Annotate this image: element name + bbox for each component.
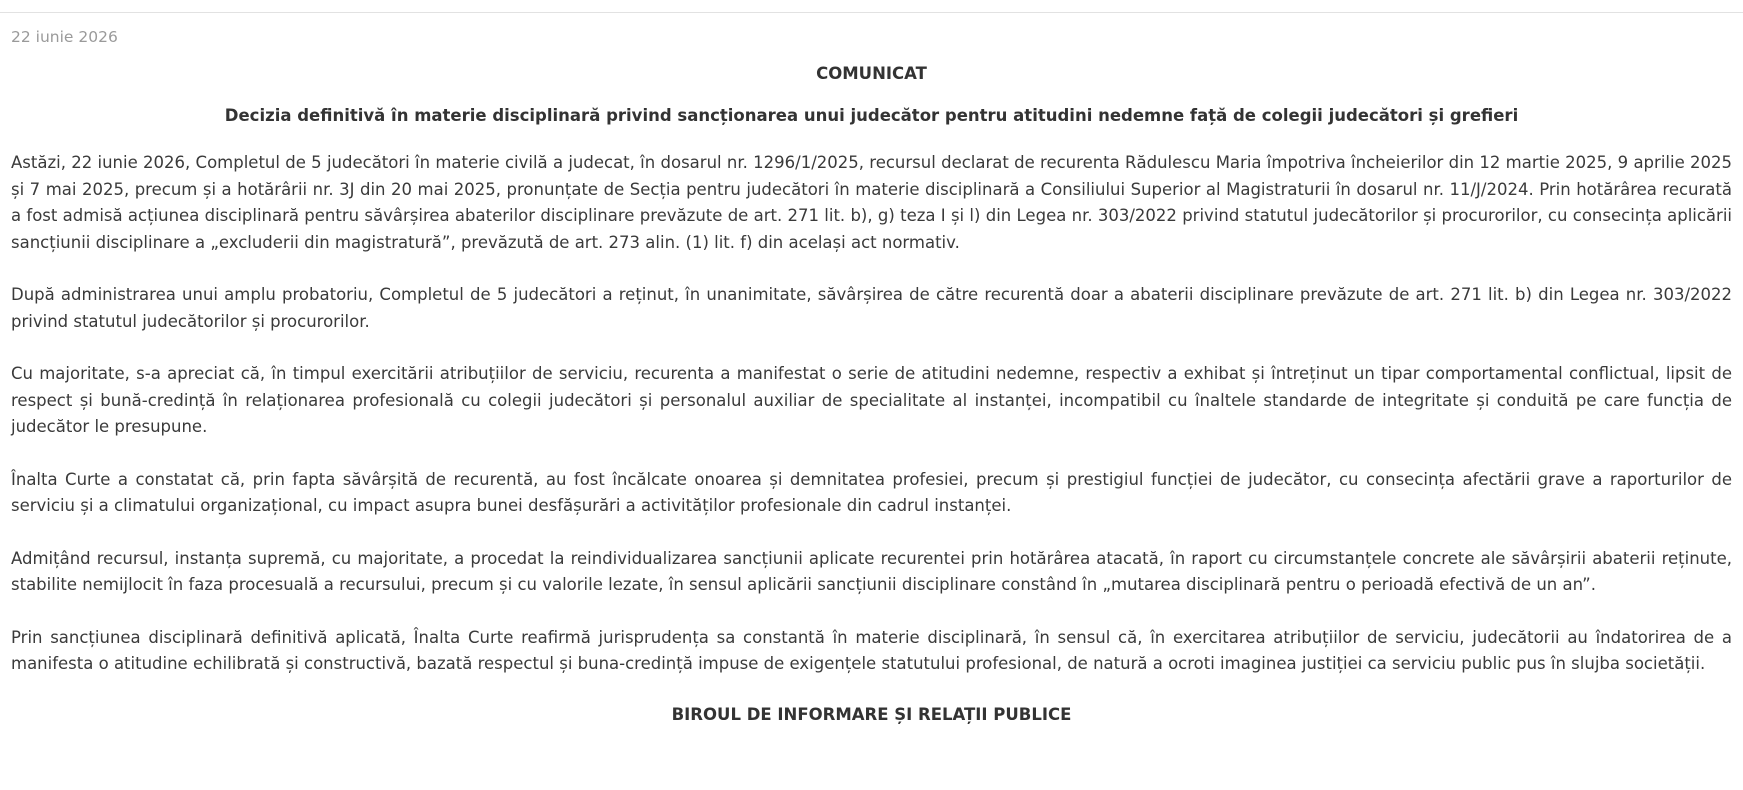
press-release: [0, 27, 1743, 726]
document-subtitle: Decizia definitivă în materie disciplinară privind sancționarea unui judecător pentru atitudini nedemne față de colegii judecători și grefieri: [224, 106, 1519, 125]
document-title: COMUNICAT: [816, 64, 927, 83]
publish-date: 22 iunie 2026: [11, 28, 118, 46]
paragraph-3: Cu majoritate, s-a apreciat că, în timpul exercitării atribuțiilor de serviciu, recurenta a manifestat o serie de atitudini nedemne, respectiv a exhibat și întreținut un tipar comportamental conflictual, lipsit de respect și bună-credință în relaționarea profesională cu colegii judecători și personalul auxiliar de specialitate al instanței, incompatibil cu înaltele standarde de integritate și conduită pe care funcția de judecător le presupune.: [11, 364, 1732, 436]
paragraph-2: După administrarea unui amplu probatoriu, Completul de 5 judecători a reținut, în unanimitate, săvârșirea de către recurentă doar a abaterii disciplinare prevăzute de art. 271 lit. b) din Legea nr. 303/2022 privind statutul judecătorilor și procurorilor.: [11, 285, 1732, 331]
paragraph-1: Astăzi, 22 iunie 2026, Completul de 5 judecători în materie civilă a judecat, în dosarul nr. 1296/1/2025, recursul declarat de recurenta Rădulescu Maria împotriva încheierilor din 12 martie 2025, 9 aprilie 2025 și 7 mai 2025, precum și a hotărârii nr. 3J din 20 mai 2025, pronunțate de Secția pentru judecători în materie disciplinară a Consiliului Superior al Magistraturii în dosarul nr. 11/J/2024. Prin hotărârea recurată a fost admisă acțiunea disciplinară pentru săvârșirea abaterilor disciplinare prevăzute de art. 271 lit. b), g) teza I și l) din Legea nr. 303/2022 privind statutul judecătorilor și procurorilor, cu consecința aplicării sancțiunii disciplinare a „excluderii din magistratură”, prevăzută de art. 273 alin. (1) lit. f) din același act normativ.: [11, 153, 1732, 252]
paragraph-6: Prin sancțiunea disciplinară definitivă aplicată, Înalta Curte reafirmă jurisprudența sa constantă în materie disciplinară, în sensul că, în exercitarea atribuțiilor de serviciu, judecătorii au îndatorirea de a manifesta o atitudine echilibrată și constructivă, bazată respectul și buna-credință impuse de exigențele statutului profesional, de natură a ocroti imaginea justiției ca serviciu public pus în slujba societății.: [11, 627, 1732, 673]
paragraph-4: Înalta Curte a constatat că, prin fapta săvârșită de recurentă, au fost încălcate onoarea și demnitatea profesiei, precum și prestigiul funcției de judecător, cu consecința afectării grave a raporturilor de serviciu și a climatului organizațional, cu impact asupra bunei desfășurări a activităților profesionale din cadrul instanței.: [11, 469, 1732, 515]
top-divider: [0, 12, 1743, 13]
paragraph-5: Admițând recursul, instanța supremă, cu majoritate, a procedat la reindividualizarea sancțiunii aplicate recurentei prin hotărârea atacată, în raport cu circumstanțele concrete ale săvârșirii abaterii reținute, stabilite nemijlocit în faza procesuală a recursului, precum și cu valorile lezate, în sensul aplicării sancțiunii disciplinare constând în „mutarea disciplinară pentru o perioadă efectivă de un an”.: [11, 548, 1732, 594]
issuer-signature: BIROUL DE INFORMARE ȘI RELAȚII PUBLICE: [671, 704, 1072, 724]
